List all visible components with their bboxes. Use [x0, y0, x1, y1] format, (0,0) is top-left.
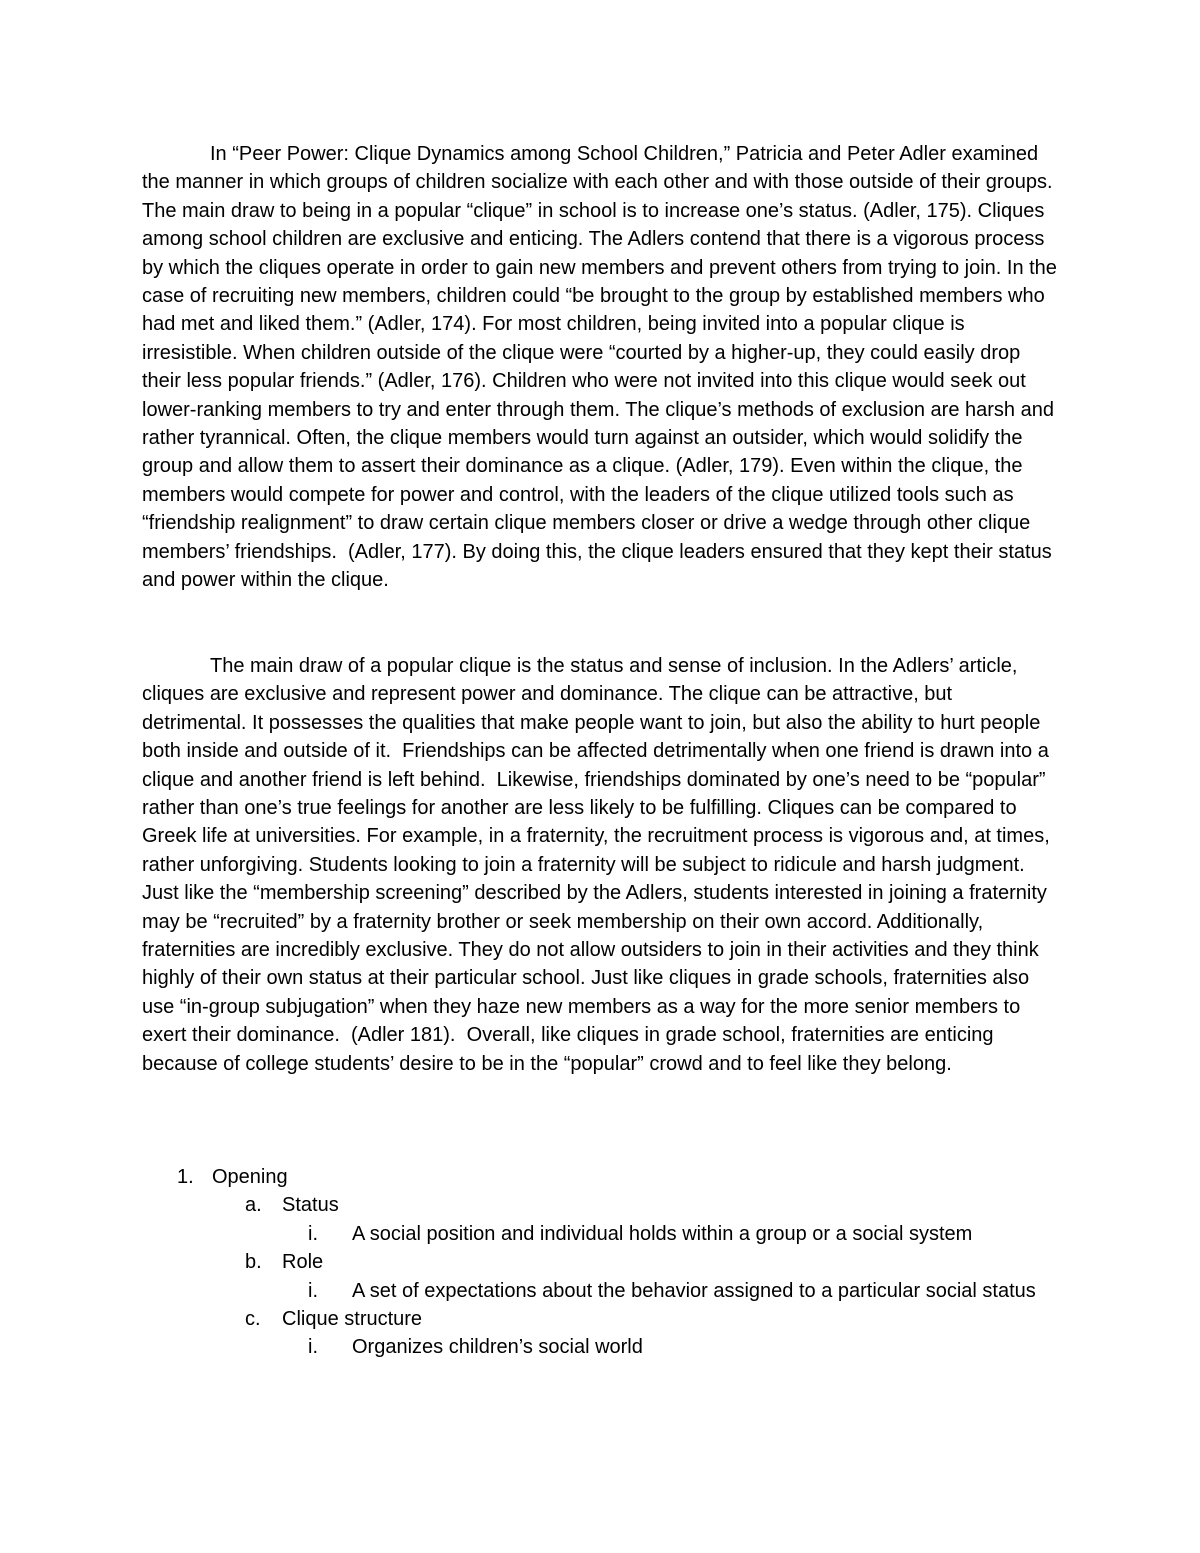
paragraph-text: In “Peer Power: Clique Dynamics among School Children,” Patricia and Peter Adler examined the manner in which groups of children socialize with each other and with those outside of their groups. The main draw to being in a popular “clique” in school is to increase one’s status. (Adler, 175). Cliques among school children are exclusive and enticing. The Adlers contend that there is a vigorous process by which the cliques operate in order to gain new members and prevent others from trying to join. In the case of recruiting new members, children could “be brought to the group by established members who had met and liked them.” (Adler, 174). For most children, being invited into a popular clique is irresistible. When children outside of the clique were “courted by a higher-up, they could easily drop their less popular friends.” (Adler, 176). Children who were not invited into this clique would seek out lower-ranking members to try and enter through them. The clique’s methods of exclusion are harsh and rather tyrannical. Often, the clique members would turn against an outsider, which would solidify the group and allow them to assert their dominance as a clique. (Adler, 179). Even within the clique, the members would compete for power and control, with the leaders of the clique utilized tools such as “friendship realignment” to draw certain clique members closer or drive a wedge through other clique members’ friendships. (Adler, 177). By doing this, the clique leaders ensured that they kept their status and power within the clique.: [142, 143, 1063, 592]
body-paragraph-1: [142, 140, 1063, 595]
list-marker: i.: [308, 1222, 318, 1245]
list-item-label: Opening: [212, 1166, 288, 1188]
list-item-label: Organizes children’s social world: [352, 1336, 643, 1359]
list-item-label: A social position and individual holds within a group or a social system: [352, 1222, 973, 1245]
outline-item-opening: [142, 1163, 1060, 1191]
outline-item-clique-structure-definition: [142, 1333, 1060, 1361]
outline-list: [142, 1163, 1060, 1362]
list-marker: c.: [245, 1308, 261, 1331]
paragraph-text: The main draw of a popular clique is the status and sense of inclusion. In the Adlers’ article, cliques are exclusive and represent power and dominance. The clique can be attractive, but detrimental. It possesses the qualities that make people want to join, but also the ability to hurt people both inside and outside of it. Friendships can be affected detrimentally when one friend is drawn into a clique and another friend is left behind. Likewise, friendships dominated by one’s need to be “popular” rather than one’s true feelings for another are less likely to be fulfilling. Cliques can be compared to Greek life at universities. For example, in a fraternity, the recruitment process is vigorous and, at times, rather unforgiving. Students looking to join a fraternity will be subject to ridicule and harsh judgment. Just like the “membership screening” described by the Adlers, students interested in joining a fraternity may be “recruited” by a fraternity brother or seek membership on their own accord. Additionally, fraternities are incredibly exclusive. They do not allow outsiders to join in their activities and they think highly of their own status at their particular school. Just like cliques in grade schools, fraternities also use “in-group subjugation” when they haze new members as a way for the more senior members to exert their dominance. (Adler 181). Overall, like cliques in grade school, fraternities are enticing because of college students’ desire to be in the “popular” crowd and to feel like they belong.: [142, 655, 1056, 1075]
list-item-label: A set of expectations about the behavior assigned to a particular social status: [352, 1279, 1036, 1302]
list-marker: 1.: [177, 1166, 194, 1188]
list-marker: b.: [245, 1251, 262, 1274]
list-marker: a.: [245, 1194, 262, 1217]
outline-item-status: [142, 1191, 1060, 1219]
list-item-label: Role: [282, 1251, 324, 1274]
body-paragraph-2: [142, 652, 1060, 1078]
list-item-label: Status: [282, 1194, 339, 1217]
outline-item-role: [142, 1248, 1060, 1276]
list-marker: i.: [308, 1279, 318, 1302]
outline-item-clique-structure: [142, 1305, 1060, 1333]
outline-item-role-definition: [142, 1277, 1060, 1305]
list-item-label: Clique structure: [282, 1308, 423, 1331]
list-marker: i.: [308, 1336, 318, 1359]
outline-item-status-definition: [142, 1220, 1060, 1248]
